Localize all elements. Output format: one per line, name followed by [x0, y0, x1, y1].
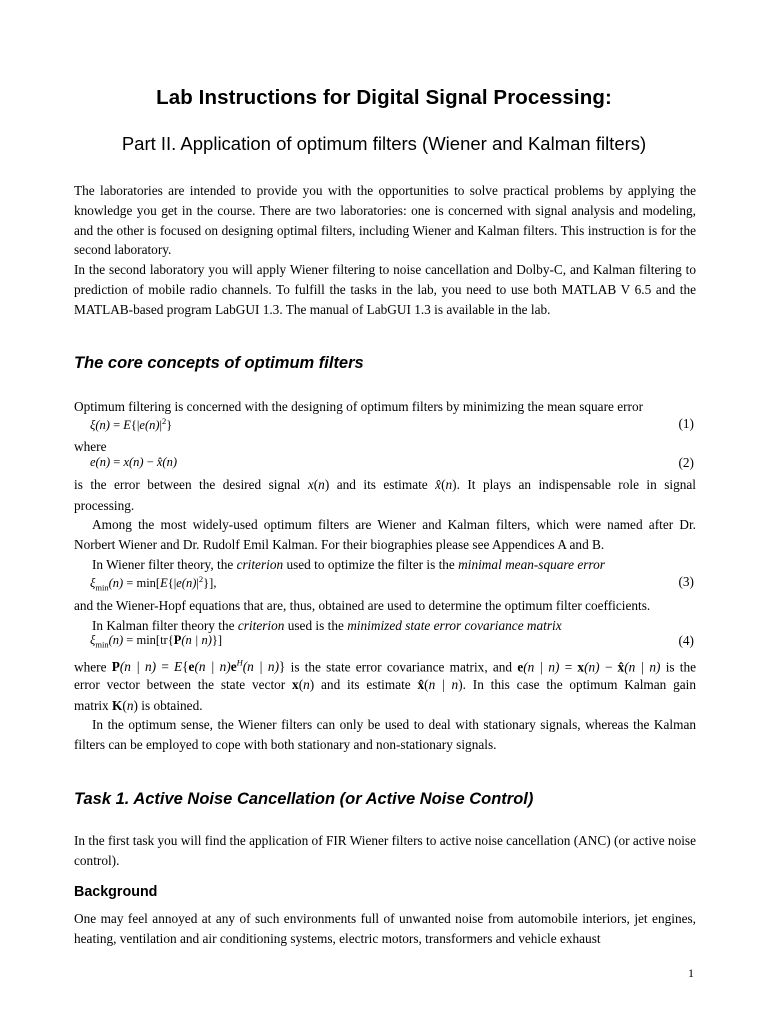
optimum-sense-paragraph: In the optimum sense, the Wiener filters can only be used to deal with stationary signals, whereas the Kalman filters can be employed to cope with both stationary and non-stationary signals. — [74, 717, 696, 752]
equation-2: e(n) = x(n) − x̂(n) — [90, 455, 177, 469]
intro-paragraph-2: In the second laboratory you will apply Wiener filtering to noise cancellation and Dolby-C, and Kalman filtering to prediction of mobile radio channels. To fulfill the tasks in the lab, you need to use both MATLAB V 6.5 and the MATLAB-based program LabGUI 1.3. The manual of LabGUI 1.3 is available in the lab. — [74, 262, 696, 317]
equation-1-number: (1) — [678, 416, 694, 431]
page-number: 1 — [688, 966, 694, 980]
equation-3: $\xi_{min}(n) = \min[E\{|e(n)|^2\}]$, — [90, 574, 217, 593]
task-1-heading: Task 1. Active Noise Cancellation (or Active Noise Control) — [74, 790, 534, 808]
equation-2-number: (2) — [678, 455, 694, 470]
kalman-gain-line: matrix K(n) is obtained. — [74, 698, 203, 713]
section-heading-core-concepts: The core concepts of optimum filters — [74, 354, 364, 372]
equation-1: $\xi(n) = E\{|e(n)|^2\}$ — [90, 416, 173, 433]
covariance-matrix-line: where P(n | n) = E{e(n | $n)e^H(n$ | n)} is the state error covariance matrix, and e(n | n) = x(n) − x̂(n | n) is the — [74, 658, 697, 675]
error-definition-line: is the error between the desired signal x(n) and its estimate x̂(n). It plays an indispensable role in signal — [74, 477, 696, 492]
equation-4: $\xi_{min}(n) = \min[tr\{P(n$ | n)}] — [90, 633, 223, 650]
document-title: Lab Instructions for Digital Signal Processing: — [156, 86, 612, 109]
document-subtitle: Part II. Application of optimum filters (Wiener and Kalman filters) — [121, 133, 647, 154]
background-paragraph: One may feel annoyed at any of such environments full of unwanted noise from automobile interiors, jet engines, heating, ventilation and air conditioning systems, electric motors, transformers and vehicle exhaust — [74, 911, 696, 946]
error-vector-line: error vector between the state vector x(n) and its estimate x̂(n | n). In this case the optimum Kalman gain — [74, 677, 697, 692]
optimum-filtering-paragraph: Optimum filtering is concerned with the designing of optimum filters by minimizing the mean square error — [74, 399, 644, 414]
task-1-paragraph: In the first task you will find the application of FIR Wiener filters to active noise cancellation (ANC) (or active noise control). — [74, 833, 696, 868]
equation-4-number: (4) — [678, 633, 694, 648]
wiener-kalman-intro-paragraph: Among the most widely-used optimum filters are Wiener and Kalman filters, which were named after Dr. Norbert Wiener and Dr. Rudolf Emil Kalman. For their biographies please see Appendices A and B. — [74, 517, 696, 552]
kalman-criterion-line: In Kalman filter theory the criterion used is the minimized state error covariance matrix — [92, 618, 562, 633]
where-label-1: where — [74, 439, 107, 454]
background-heading: Background — [74, 884, 158, 900]
error-definition-line-2: processing. — [74, 498, 135, 513]
wiener-criterion-line: In Wiener filter theory, the criterion used to optimize the filter is the minimal mean-square error — [92, 557, 605, 572]
equation-3-number: (3) — [678, 574, 694, 589]
intro-paragraph-1: The laboratories are intended to provide you with the opportunities to solve practical problems by applying the knowledge you get in the course. There are two laboratories: one is concerned with signal analysis and modeling, and the other is focused on designing optimal filters, including Wiener and Kalman filters. This instruction is for the second laboratory. — [74, 183, 696, 258]
wiener-hopf-line: and the Wiener-Hopf equations that are, thus, obtained are used to determine the optimum filter coefficients. — [74, 598, 651, 613]
